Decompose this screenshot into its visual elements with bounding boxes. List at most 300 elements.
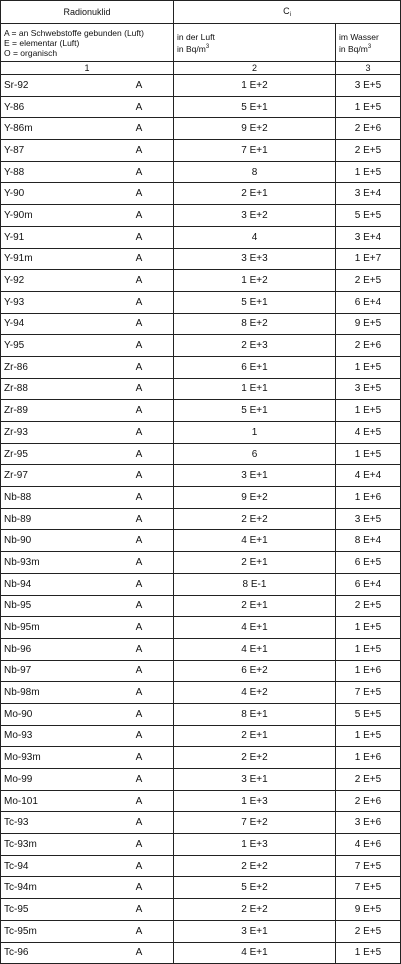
nuclide-cell — [1, 140, 174, 162]
nuclide-cell — [1, 118, 174, 140]
nuclide-name: Nb-94 — [4, 578, 32, 590]
air-value: 2 E+1 — [174, 552, 336, 574]
air-value: 1 E+3 — [174, 834, 336, 856]
water-value: 3 E+4 — [354, 188, 382, 200]
nuclide-cell — [1, 877, 174, 899]
table-row — [1, 270, 401, 292]
legend-line-o: O = organisch — [4, 47, 58, 58]
water-cell — [336, 96, 401, 118]
nuclide-category: A — [135, 296, 143, 308]
nuclide-name: Y-95 — [4, 340, 25, 352]
water-value: 3 E+4 — [354, 231, 382, 243]
nuclide-cell — [1, 400, 174, 422]
nuclide-category: A — [135, 622, 143, 634]
legend-line-a: A = an Schwebstoffe gebunden (Luft) — [4, 27, 144, 38]
nuclide-category: A — [135, 535, 143, 547]
ci-subscript: i — [289, 12, 291, 18]
nuclide-cell — [1, 920, 174, 942]
air-value: 4 E+1 — [174, 530, 336, 552]
water-value: 7 E+5 — [354, 860, 382, 872]
water-value: 9 E+5 — [354, 903, 382, 915]
air-value: 2 E+2 — [174, 747, 336, 769]
nuclide-name: Mo-90 — [4, 708, 33, 720]
water-unit-exponent: 3 — [367, 43, 372, 50]
water-value: 6 E+4 — [354, 578, 382, 590]
water-value: 5 E+5 — [354, 708, 382, 720]
water-value: 2 E+6 — [354, 340, 382, 352]
nuclide-cell — [1, 226, 174, 248]
air-unit-line1: in der Luft — [177, 31, 215, 42]
nuclide-cell — [1, 422, 174, 444]
table-row — [1, 335, 401, 357]
nuclide-name: Sr-92 — [4, 79, 29, 91]
nuclide-category: A — [135, 209, 143, 221]
nuclide-cell — [1, 638, 174, 660]
air-unit-header — [174, 24, 336, 62]
nuclide-cell — [1, 552, 174, 574]
nuclide-category: A — [135, 166, 143, 178]
table-row — [1, 356, 401, 378]
nuclide-name: Tc-95 — [4, 903, 29, 915]
table-row — [1, 638, 401, 660]
category-legend — [1, 24, 174, 62]
nuclide-name: Zr-95 — [4, 448, 28, 460]
nuclide-category: A — [135, 925, 143, 937]
air-value: 5 E+1 — [174, 400, 336, 422]
nuclide-category: A — [135, 556, 143, 568]
nuclide-cell — [1, 205, 174, 227]
table-row — [1, 595, 401, 617]
nuclide-category: A — [135, 860, 143, 872]
nuclide-name: Y-94 — [4, 318, 25, 330]
col-number-2: 2 — [174, 62, 336, 75]
water-cell — [336, 118, 401, 140]
nuclide-name: Nb-95m — [4, 622, 40, 634]
water-value: 8 E+4 — [354, 535, 382, 547]
nuclide-cell — [1, 660, 174, 682]
water-value: 4 E+5 — [354, 426, 382, 438]
nuclide-category: A — [135, 795, 143, 807]
nuclide-category: A — [135, 448, 143, 460]
table-row — [1, 530, 401, 552]
water-value: 1 E+5 — [354, 405, 382, 417]
water-value: 1 E+5 — [354, 166, 382, 178]
table-row — [1, 855, 401, 877]
nuclide-category: A — [135, 275, 143, 287]
table-row — [1, 508, 401, 530]
water-cell — [336, 270, 401, 292]
nuclide-category: A — [135, 340, 143, 352]
water-cell — [336, 573, 401, 595]
water-cell — [336, 877, 401, 899]
water-cell — [336, 161, 401, 183]
nuclide-cell — [1, 161, 174, 183]
air-value: 6 E+2 — [174, 660, 336, 682]
nuclide-cell — [1, 487, 174, 509]
water-value: 2 E+5 — [354, 600, 382, 612]
nuclide-category: A — [135, 79, 143, 91]
water-cell — [336, 75, 401, 97]
nuclide-category: A — [135, 491, 143, 503]
nuclide-category: A — [135, 123, 143, 135]
water-value: 5 E+5 — [354, 209, 382, 221]
nuclide-cell — [1, 378, 174, 400]
nuclide-cell — [1, 183, 174, 205]
water-cell — [336, 682, 401, 704]
nuclide-name: Zr-89 — [4, 405, 28, 417]
water-cell — [336, 226, 401, 248]
nuclide-name: Nb-95 — [4, 600, 32, 612]
table-row — [1, 487, 401, 509]
table-row — [1, 161, 401, 183]
nuclide-category: A — [135, 188, 143, 200]
water-value: 2 E+6 — [354, 795, 382, 807]
nuclide-cell — [1, 725, 174, 747]
water-value: 1 E+7 — [354, 253, 382, 265]
air-value: 3 E+3 — [174, 248, 336, 270]
air-value: 7 E+2 — [174, 812, 336, 834]
air-value: 2 E+3 — [174, 335, 336, 357]
air-value: 3 E+1 — [174, 465, 336, 487]
water-cell — [336, 747, 401, 769]
nuclide-cell — [1, 769, 174, 791]
table-row — [1, 205, 401, 227]
nuclide-cell — [1, 790, 174, 812]
nuclide-name: Tc-93m — [4, 838, 37, 850]
water-cell — [336, 552, 401, 574]
nuclide-name: Y-86m — [4, 123, 33, 135]
table-row — [1, 465, 401, 487]
nuclide-name: Y-90 — [4, 188, 25, 200]
water-value: 1 E+6 — [354, 491, 382, 503]
table-row — [1, 226, 401, 248]
air-value: 6 — [174, 443, 336, 465]
col-number-3: 3 — [336, 62, 401, 75]
nuclide-category: A — [135, 947, 143, 959]
nuclide-cell — [1, 75, 174, 97]
nuclide-category: A — [135, 405, 143, 417]
water-cell — [336, 248, 401, 270]
nuclide-cell — [1, 291, 174, 313]
nuclide-name: Zr-88 — [4, 383, 28, 395]
nuclide-name: Nb-90 — [4, 535, 32, 547]
nuclide-cell — [1, 682, 174, 704]
nuclide-name: Mo-93m — [4, 752, 41, 764]
air-value: 4 E+1 — [174, 638, 336, 660]
nuclide-cell — [1, 356, 174, 378]
nuclide-cell — [1, 508, 174, 530]
nuclide-category: A — [135, 318, 143, 330]
air-value: 2 E+1 — [174, 183, 336, 205]
nuclide-name: Nb-97 — [4, 665, 32, 677]
air-value: 6 E+1 — [174, 356, 336, 378]
water-value: 3 E+5 — [354, 383, 382, 395]
table-row — [1, 877, 401, 899]
water-value: 2 E+5 — [354, 275, 382, 287]
nuclide-category: A — [135, 665, 143, 677]
table-row — [1, 790, 401, 812]
water-cell — [336, 487, 401, 509]
water-cell — [336, 790, 401, 812]
nuclide-cell — [1, 703, 174, 725]
water-cell — [336, 942, 401, 964]
table-row — [1, 96, 401, 118]
water-cell — [336, 595, 401, 617]
air-value: 1 E+3 — [174, 790, 336, 812]
table-row — [1, 422, 401, 444]
nuclide-name: Tc-96 — [4, 947, 29, 959]
table-row — [1, 920, 401, 942]
water-cell — [336, 443, 401, 465]
nuclide-name: Mo-101 — [4, 795, 38, 807]
water-value: 1 E+6 — [354, 752, 382, 764]
water-value: 2 E+5 — [354, 144, 382, 156]
air-value: 4 E+1 — [174, 617, 336, 639]
nuclide-category: A — [135, 578, 143, 590]
water-cell — [336, 703, 401, 725]
nuclide-name: Zr-97 — [4, 470, 28, 482]
nuclide-cell — [1, 942, 174, 964]
nuclide-cell — [1, 248, 174, 270]
table-row — [1, 573, 401, 595]
air-value: 3 E+2 — [174, 205, 336, 227]
nuclide-cell — [1, 530, 174, 552]
water-value: 7 E+5 — [354, 687, 382, 699]
nuclide-name: Mo-99 — [4, 773, 33, 785]
nuclide-name: Tc-93 — [4, 817, 29, 829]
nuclide-cell — [1, 270, 174, 292]
water-value: 1 E+5 — [354, 643, 382, 655]
nuclide-category: A — [135, 426, 143, 438]
table-row — [1, 378, 401, 400]
nuclide-category: A — [135, 470, 143, 482]
table-row — [1, 183, 401, 205]
air-unit-exponent: 3 — [205, 43, 210, 50]
air-value: 2 E+1 — [174, 595, 336, 617]
table-row — [1, 942, 401, 964]
air-value: 5 E+1 — [174, 291, 336, 313]
water-value: 3 E+6 — [354, 817, 382, 829]
air-value: 2 E+1 — [174, 725, 336, 747]
nuclide-cell — [1, 747, 174, 769]
nuclide-name: Y-88 — [4, 166, 25, 178]
air-value: 1 — [174, 422, 336, 444]
table-row — [1, 834, 401, 856]
nuclide-category: A — [135, 231, 143, 243]
water-cell — [336, 400, 401, 422]
nuclide-cell — [1, 595, 174, 617]
air-value: 9 E+2 — [174, 487, 336, 509]
nuclide-category: A — [135, 730, 143, 742]
air-value: 3 E+1 — [174, 920, 336, 942]
air-value: 8 E+1 — [174, 703, 336, 725]
nuclide-name: Y-90m — [4, 209, 33, 221]
nuclide-name: Y-91 — [4, 231, 25, 243]
nuclide-category: A — [135, 903, 143, 915]
water-unit-header — [336, 24, 401, 62]
nuclide-cell — [1, 617, 174, 639]
air-value: 4 E+2 — [174, 682, 336, 704]
nuclide-name: Y-91m — [4, 253, 33, 265]
nuclide-name: Nb-89 — [4, 513, 32, 525]
col2-title — [174, 1, 401, 24]
table-row — [1, 140, 401, 162]
table-row — [1, 812, 401, 834]
water-value: 3 E+5 — [354, 513, 382, 525]
water-value: 3 E+5 — [354, 79, 382, 91]
water-cell — [336, 660, 401, 682]
nuclide-cell — [1, 573, 174, 595]
water-cell — [336, 725, 401, 747]
nuclide-name: Y-93 — [4, 296, 25, 308]
nuclide-category: A — [135, 513, 143, 525]
water-unit-line2: in $Bq/m^3$ — [339, 43, 372, 54]
table-row — [1, 75, 401, 97]
water-cell — [336, 378, 401, 400]
nuclide-name: Zr-86 — [4, 361, 28, 373]
table-row — [1, 703, 401, 725]
table-row — [1, 118, 401, 140]
nuclide-category: A — [135, 101, 143, 113]
table-row — [1, 443, 401, 465]
nuclide-category: A — [135, 773, 143, 785]
air-value: 1 E+2 — [174, 270, 336, 292]
table-row — [1, 248, 401, 270]
air-value: 3 E+1 — [174, 769, 336, 791]
water-cell — [336, 183, 401, 205]
water-value: 2 E+6 — [354, 123, 382, 135]
table-row — [1, 660, 401, 682]
air-value: 1 E+2 — [174, 75, 336, 97]
legend-line-e: E = elementar (Luft) — [4, 37, 80, 48]
air-value: 2 E+2 — [174, 508, 336, 530]
nuclide-cell — [1, 465, 174, 487]
nuclide-name: Tc-94m — [4, 882, 37, 894]
nuclide-cell — [1, 834, 174, 856]
water-cell — [336, 834, 401, 856]
water-cell — [336, 530, 401, 552]
water-value: 1 E+5 — [354, 361, 382, 373]
air-value: 4 E+1 — [174, 942, 336, 964]
water-value: 1 E+5 — [354, 730, 382, 742]
air-value: 1 E+1 — [174, 378, 336, 400]
nuclide-name: Y-87 — [4, 144, 25, 156]
water-value: 1 E+5 — [354, 101, 382, 113]
water-value: 4 E+6 — [354, 838, 382, 850]
nuclide-cell — [1, 812, 174, 834]
table-row — [1, 400, 401, 422]
water-cell — [336, 356, 401, 378]
air-unit-line2: in $Bq/m^3$ — [177, 43, 210, 54]
col1-title: Radionuklid — [1, 1, 174, 24]
nuclide-category: A — [135, 600, 143, 612]
nuclide-name: Tc-95m — [4, 925, 37, 937]
table-row — [1, 682, 401, 704]
table-row — [1, 747, 401, 769]
water-value: 7 E+5 — [354, 882, 382, 894]
nuclide-name: Zr-93 — [4, 426, 28, 438]
water-value: 2 E+5 — [354, 773, 382, 785]
water-cell — [336, 465, 401, 487]
air-value: 4 — [174, 226, 336, 248]
water-cell — [336, 205, 401, 227]
water-value: 1 E+5 — [354, 448, 382, 460]
water-unit-line1: im Wasser — [339, 31, 379, 42]
nuclide-name: Mo-93 — [4, 730, 33, 742]
water-cell — [336, 140, 401, 162]
water-cell — [336, 638, 401, 660]
water-value: 6 E+4 — [354, 296, 382, 308]
nuclide-category: A — [135, 144, 143, 156]
air-value: 9 E+2 — [174, 118, 336, 140]
water-cell — [336, 812, 401, 834]
nuclide-category: A — [135, 817, 143, 829]
table-row — [1, 899, 401, 921]
water-cell — [336, 508, 401, 530]
nuclide-cell — [1, 443, 174, 465]
nuclide-category: A — [135, 253, 143, 265]
water-cell — [336, 855, 401, 877]
air-value: 8 E+2 — [174, 313, 336, 335]
nuclide-cell — [1, 335, 174, 357]
nuclide-category: A — [135, 752, 143, 764]
table-row — [1, 291, 401, 313]
water-cell — [336, 899, 401, 921]
table-row — [1, 725, 401, 747]
water-cell — [336, 335, 401, 357]
air-value: 2 E+2 — [174, 899, 336, 921]
nuclide-category: A — [135, 383, 143, 395]
water-cell — [336, 920, 401, 942]
nuclide-name: Nb-96 — [4, 643, 32, 655]
water-value: 9 E+5 — [354, 318, 382, 330]
table-row — [1, 552, 401, 574]
nuclide-name: Y-86 — [4, 101, 25, 113]
nuclide-name: Nb-88 — [4, 491, 32, 503]
nuclide-category: A — [135, 882, 143, 894]
water-cell — [336, 313, 401, 335]
air-value: 5 E+2 — [174, 877, 336, 899]
nuclide-cell — [1, 96, 174, 118]
table-row — [1, 617, 401, 639]
nuclide-name: Tc-94 — [4, 860, 29, 872]
air-value: 2 E+2 — [174, 855, 336, 877]
nuclide-name: Nb-93m — [4, 556, 40, 568]
water-value: 4 E+4 — [354, 470, 382, 482]
water-value: 2 E+5 — [354, 925, 382, 937]
water-cell — [336, 617, 401, 639]
water-cell — [336, 422, 401, 444]
nuclide-name: Y-92 — [4, 275, 25, 287]
water-value: 1 E+5 — [354, 622, 382, 634]
water-value: 1 E+6 — [354, 665, 382, 677]
nuclide-category: A — [135, 687, 143, 699]
nuclide-category: A — [135, 708, 143, 720]
nuclide-cell — [1, 855, 174, 877]
water-cell — [336, 769, 401, 791]
table-row — [1, 313, 401, 335]
nuclide-category: A — [135, 838, 143, 850]
water-cell — [336, 291, 401, 313]
table-row — [1, 769, 401, 791]
water-value: 6 E+5 — [354, 556, 382, 568]
air-value: 8 E-1 — [174, 573, 336, 595]
nuclide-category: A — [135, 361, 143, 373]
nuclide-category: A — [135, 643, 143, 655]
air-value: 8 — [174, 161, 336, 183]
nuclide-cell — [1, 313, 174, 335]
ci-symbol: C — [283, 6, 290, 16]
